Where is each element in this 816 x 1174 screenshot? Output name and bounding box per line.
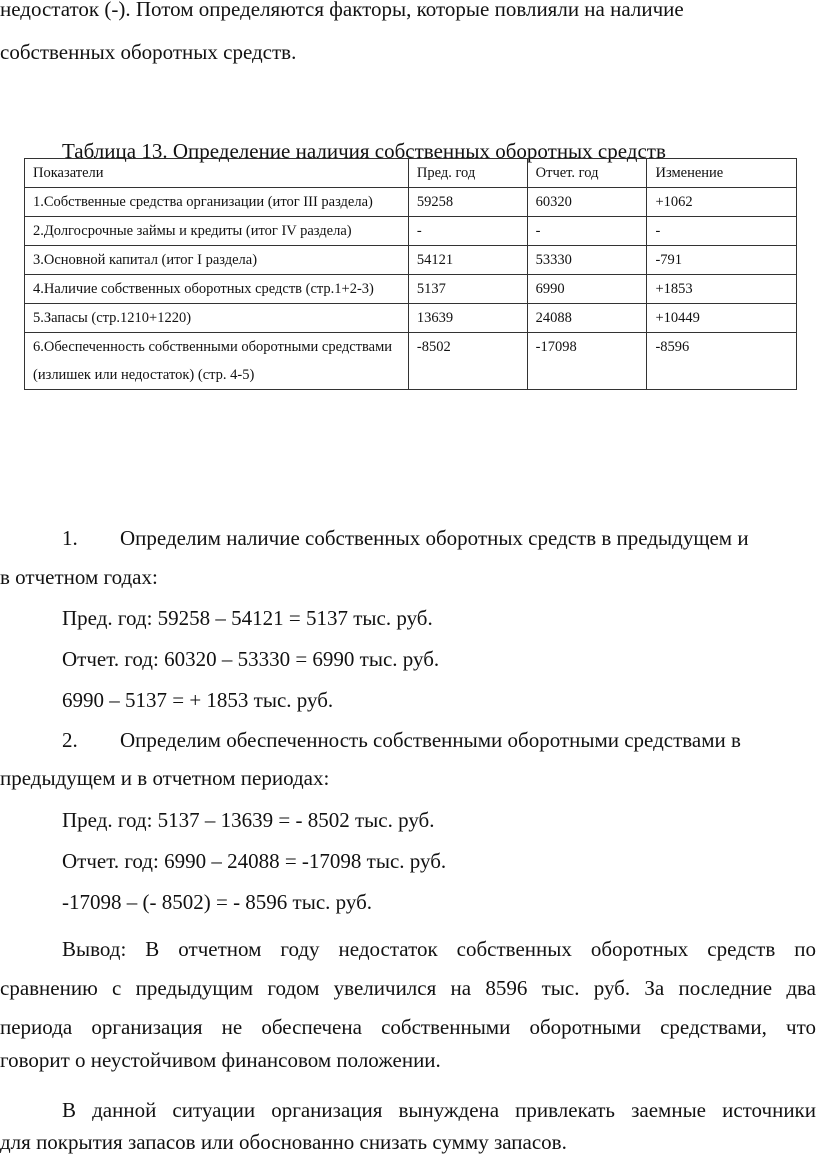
header-prev-year: Пред. год bbox=[408, 159, 527, 188]
step2-text: Определим обеспеченность собственными оборотными средствами в bbox=[120, 728, 741, 752]
row-curr: - bbox=[527, 217, 647, 246]
final-line-1: В данной ситуации организация вынуждена привлекать заемные источники bbox=[62, 1098, 816, 1122]
header-indicator: Показатели bbox=[25, 159, 409, 188]
table-caption: Таблица 13. Определение наличия собственных оборотных средств bbox=[62, 139, 666, 163]
header-current-year: Отчет. год bbox=[527, 159, 647, 188]
row-change: +1062 bbox=[647, 188, 797, 217]
step1-calc-1: Пред. год: 59258 – 54121 = 5137 тыс. руб. bbox=[62, 606, 433, 630]
row-change: +10449 bbox=[647, 304, 797, 333]
row-change: +1853 bbox=[647, 275, 797, 304]
row-curr: 60320 bbox=[527, 188, 647, 217]
data-table bbox=[24, 158, 797, 390]
final-line-2: для покрытия запасов или обоснованно снизать сумму запасов. bbox=[0, 1130, 567, 1154]
row-change: -791 bbox=[647, 246, 797, 275]
step2-calc-1: Пред. год: 5137 – 13639 = - 8502 тыс. руб. bbox=[62, 808, 435, 832]
step2-calc-3: -17098 – (- 8502) = - 8596 тыс. руб. bbox=[62, 890, 373, 914]
step2-line-2: предыдущем и в отчетном периодах: bbox=[0, 766, 330, 790]
header-change: Изменение bbox=[647, 159, 797, 188]
step2-number: 2. bbox=[62, 728, 78, 752]
row-prev: 59258 bbox=[408, 188, 527, 217]
row-label: 5.Запасы (стр.1210+1220) bbox=[25, 304, 409, 333]
step1-number: 1. bbox=[62, 526, 78, 550]
table-row bbox=[25, 333, 797, 390]
row-curr: -17098 bbox=[527, 333, 647, 390]
row-prev: 5137 bbox=[408, 275, 527, 304]
row-prev: -8502 bbox=[408, 333, 527, 390]
row-label: 2.Долгосрочные займы и кредиты (итог IV раздела) bbox=[25, 217, 409, 246]
table-header-row bbox=[25, 159, 797, 188]
table-row bbox=[25, 275, 797, 304]
step1-calc-2: Отчет. год: 60320 – 53330 = 6990 тыс. руб. bbox=[62, 647, 440, 671]
row-label: 3.Основной капитал (итог I раздела) bbox=[25, 246, 409, 275]
row-prev: 54121 bbox=[408, 246, 527, 275]
row-change: -8596 bbox=[647, 333, 797, 390]
row-curr: 24088 bbox=[527, 304, 647, 333]
final-paragraph bbox=[0, 1091, 816, 1130]
step2-calc-2: Отчет. год: 6990 – 24088 = -17098 тыс. руб. bbox=[62, 849, 447, 873]
row-label: 6.Обеспеченность собственными оборотными средствами (излишек или недостаток) (стр. 4-5) bbox=[25, 333, 409, 390]
intro-line-2: собственных оборотных средств. bbox=[0, 40, 297, 64]
step1-line-2: в отчетном годах: bbox=[0, 565, 158, 589]
table-row bbox=[25, 188, 797, 217]
conclusion-line-2: сравнению с предыдущим годом увеличился на 8596 тыс. руб. За последние два bbox=[0, 976, 816, 1000]
intro-line-1: недостаток (-). Потом определяются факторы, которые повлияли на наличие bbox=[0, 0, 684, 21]
table-row bbox=[25, 217, 797, 246]
row-label: 1.Собственные средства организации (итог III раздела) bbox=[25, 188, 409, 217]
conclusion-line-1: Вывод: В отчетном году недостаток собственных оборотных средств по bbox=[62, 937, 816, 961]
table-row bbox=[25, 246, 797, 275]
row-prev: 13639 bbox=[408, 304, 527, 333]
conclusion-line-4: говорит о неустойчивом финансовом положении. bbox=[0, 1048, 441, 1072]
row-label: 4.Наличие собственных оборотных средств (стр.1+2-3) bbox=[25, 275, 409, 304]
row-prev: - bbox=[408, 217, 527, 246]
step1-text: Определим наличие собственных оборотных средств в предыдущем и bbox=[120, 526, 749, 550]
table-row bbox=[25, 304, 797, 333]
step1-calc-3: 6990 – 5137 = + 1853 тыс. руб. bbox=[62, 688, 334, 712]
step1-line-1 bbox=[62, 526, 816, 551]
conclusion-paragraph bbox=[0, 930, 816, 1047]
step2-line-1 bbox=[62, 728, 741, 753]
conclusion-line-3: периода организация не обеспечена собственными оборотными средствами, что bbox=[0, 1015, 816, 1039]
row-curr: 6990 bbox=[527, 275, 647, 304]
row-curr: 53330 bbox=[527, 246, 647, 275]
row-change: - bbox=[647, 217, 797, 246]
